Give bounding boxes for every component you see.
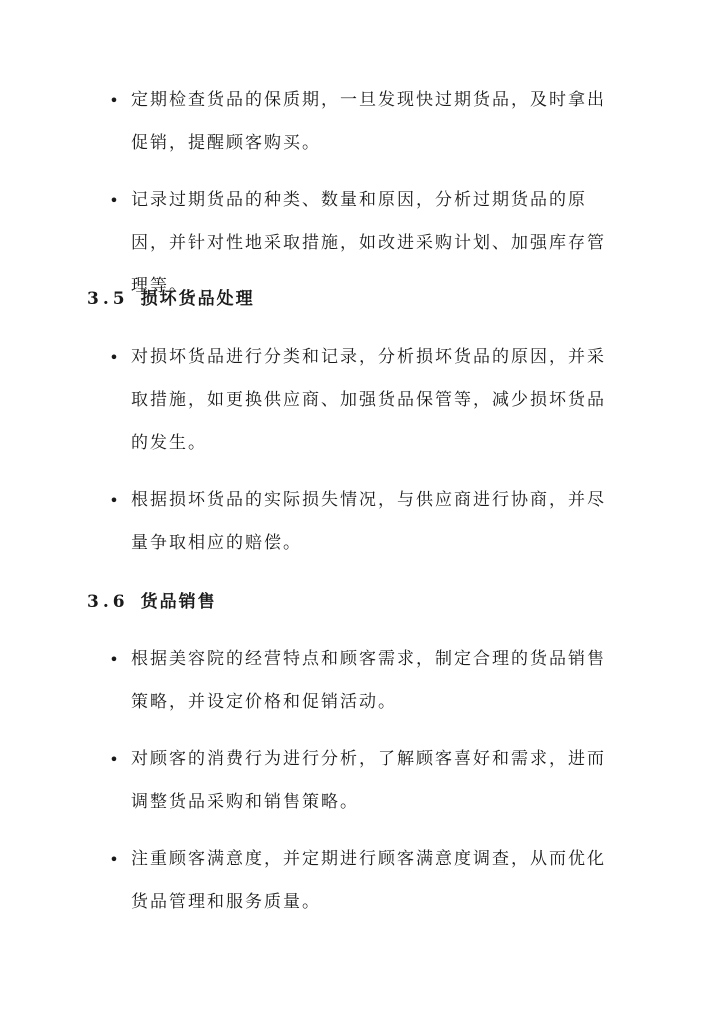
section-heading-3-5 [87,287,255,311]
section-heading-3-6 [87,590,217,614]
bullet-dot: • [109,191,121,210]
bullet-dot: • [109,348,121,367]
bullet-dot: • [109,91,121,110]
list-item [109,638,619,724]
list-item-text: 根据损坏货品的实际损失情况，与供应商进行协商，并尽量争取相应的赔偿。 [131,490,606,553]
list-item [109,479,619,565]
list-item [109,336,619,465]
list-item-text: 对损坏货品进行分类和记录，分析损坏货品的原因，并采取措施，如更换供应商、加强货品保管等，减少损坏货品的发生。 [131,347,606,453]
section-number: 3.6 [87,592,129,612]
bullet-dot: • [109,850,121,869]
bullet-dot: • [109,650,121,669]
section-title: 货品销售 [140,592,217,612]
list-item [109,738,619,824]
bullet-dot: • [109,750,121,769]
list-item [109,79,619,165]
list-item [109,838,619,924]
list-item-text: 定期检查货品的保质期，一旦发现快过期货品，及时拿出促销，提醒顾客购买。 [131,90,606,153]
section-number: 3.5 [87,289,129,309]
section-title: 损坏货品处理 [140,289,255,309]
list-item-text: 对顾客的消费行为进行分析，了解顾客喜好和需求，进而调整货品采购和销售策略。 [131,749,606,812]
list-item-text: 记录过期货品的种类、数量和原因，分析过期货品的原因，并针对性地采取措施，如改进采购计划、加强库存管理等。 [131,190,606,296]
list-item-text: 根据美容院的经营特点和顾客需求，制定合理的货品销售策略，并设定价格和促销活动。 [131,649,606,712]
bullet-dot: • [109,491,121,510]
list-item-text: 注重顾客满意度，并定期进行顾客满意度调查，从而优化货品管理和服务质量。 [131,849,606,912]
